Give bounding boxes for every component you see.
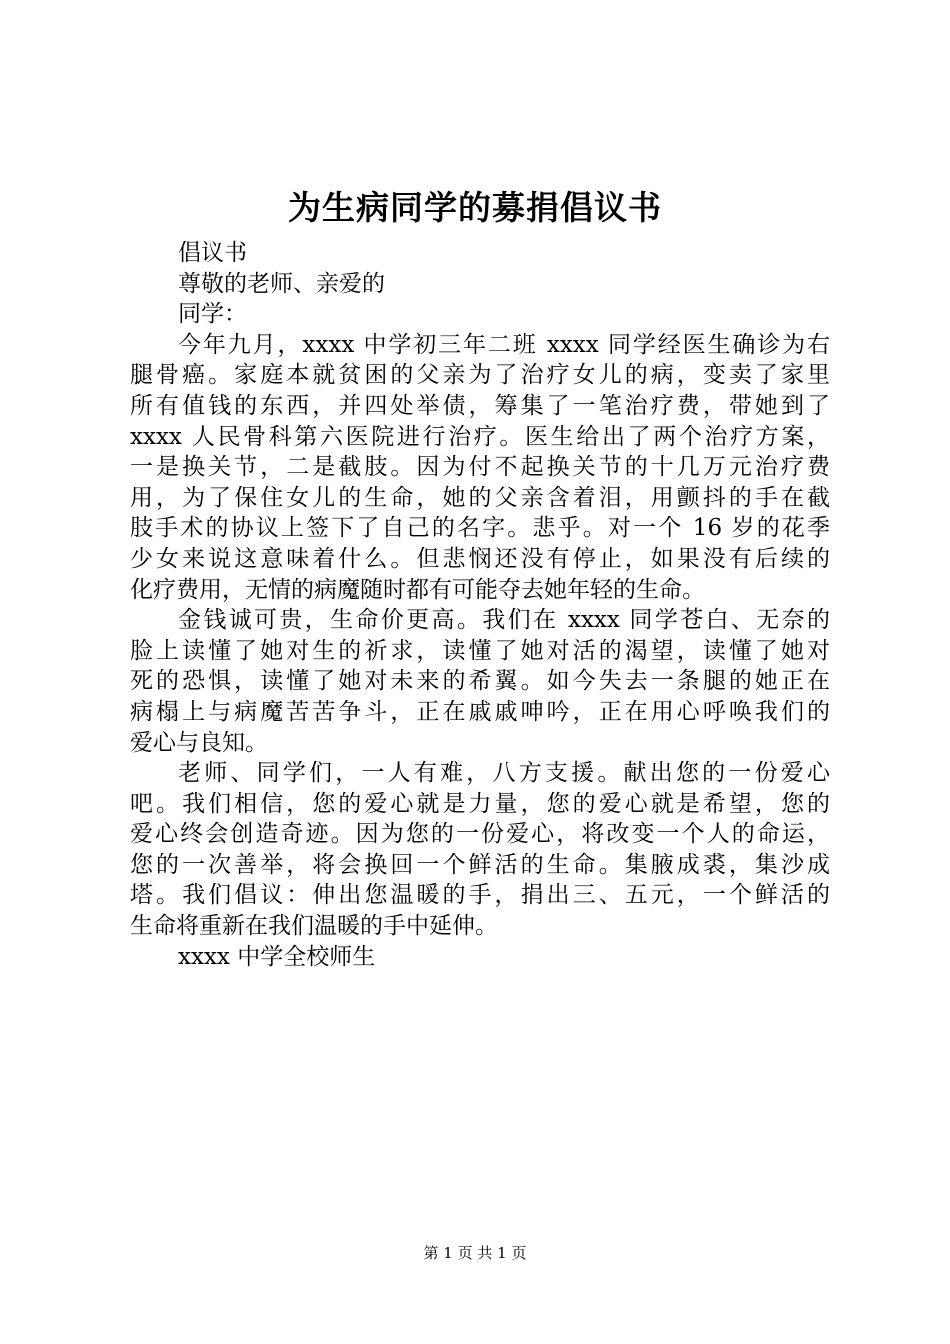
text-line: xxxx 中学全校师生 — [178, 943, 376, 970]
text-line: 您的一次善举，将会换回一个鲜活的生命。集腋成裘，集沙成 — [130, 851, 830, 878]
text-line: 尊敬的老师、亲爱的 — [178, 270, 385, 297]
page-footer: 第 1 页 共 1 页 — [423, 1244, 527, 1262]
text-line: 少女来说这意味着什么。但悲悯还没有停止，如果没有后续的 — [130, 545, 830, 572]
text-line: 老师、同学们，一人有难，八方支援。献出您的一份爱心 — [178, 760, 830, 787]
text-line: 同学： — [178, 301, 247, 328]
text-line: 爱心与良知。 — [130, 729, 268, 756]
text-line: 今年九月，xxxx 中学初三年二班 xxxx 同学经医生确诊为右 — [178, 331, 830, 358]
text-line: 脸上读懂了她对生的祈求，读懂了她对活的渴望，读懂了她对 — [130, 637, 830, 664]
text-line: 病榻上与病魔苦苦争斗，正在戚戚呻吟，正在用心呼唤我们的 — [130, 698, 830, 725]
text-line: 生命将重新在我们温暖的手中延伸。 — [130, 913, 498, 940]
text-line: 吧。我们相信，您的爱心就是力量，您的爱心就是希望，您的 — [130, 790, 830, 817]
document-title: 为生病同学的募捐倡议书 — [288, 188, 662, 227]
text-line: 腿骨癌。家庭本就贫困的父亲为了治疗女儿的病，变卖了家里 — [130, 362, 830, 389]
text-line: 倡议书 — [178, 240, 247, 266]
text-line: 金钱诚可贵，生命价更高。我们在 xxxx 同学苍白、无奈的 — [178, 607, 830, 634]
text-line: 塔。我们倡议：伸出您温暖的手，捐出三、五元，一个鲜活的 — [130, 882, 830, 909]
text-line: xxxx 人民骨科第六医院进行治疗。医生给出了两个治疗方案， — [130, 423, 830, 450]
text-line: 肢手术的协议上签下了自己的名字。悲乎。对一个 16 岁的花季 — [130, 515, 830, 542]
text-line: 用，为了保住女儿的生命，她的父亲含着泪，用颤抖的手在截 — [130, 484, 830, 511]
text-line: 爱心终会创造奇迹。因为您的一份爱心，将改变一个人的命运， — [130, 821, 830, 848]
text-line: 一是换关节，二是截肢。因为付不起换关节的十几万元治疗费 — [130, 454, 830, 481]
text-line: 所有值钱的东西，并四处举债，筹集了一笔治疗费，带她到了 — [130, 392, 830, 419]
text-line: 化疗费用，无情的病魔随时都有可能夺去她年轻的生命。 — [130, 576, 705, 603]
document-body — [130, 238, 830, 972]
text-line: 死的恐惧，读懂了她对未来的希翼。如今失去一条腿的她正在 — [130, 668, 830, 695]
